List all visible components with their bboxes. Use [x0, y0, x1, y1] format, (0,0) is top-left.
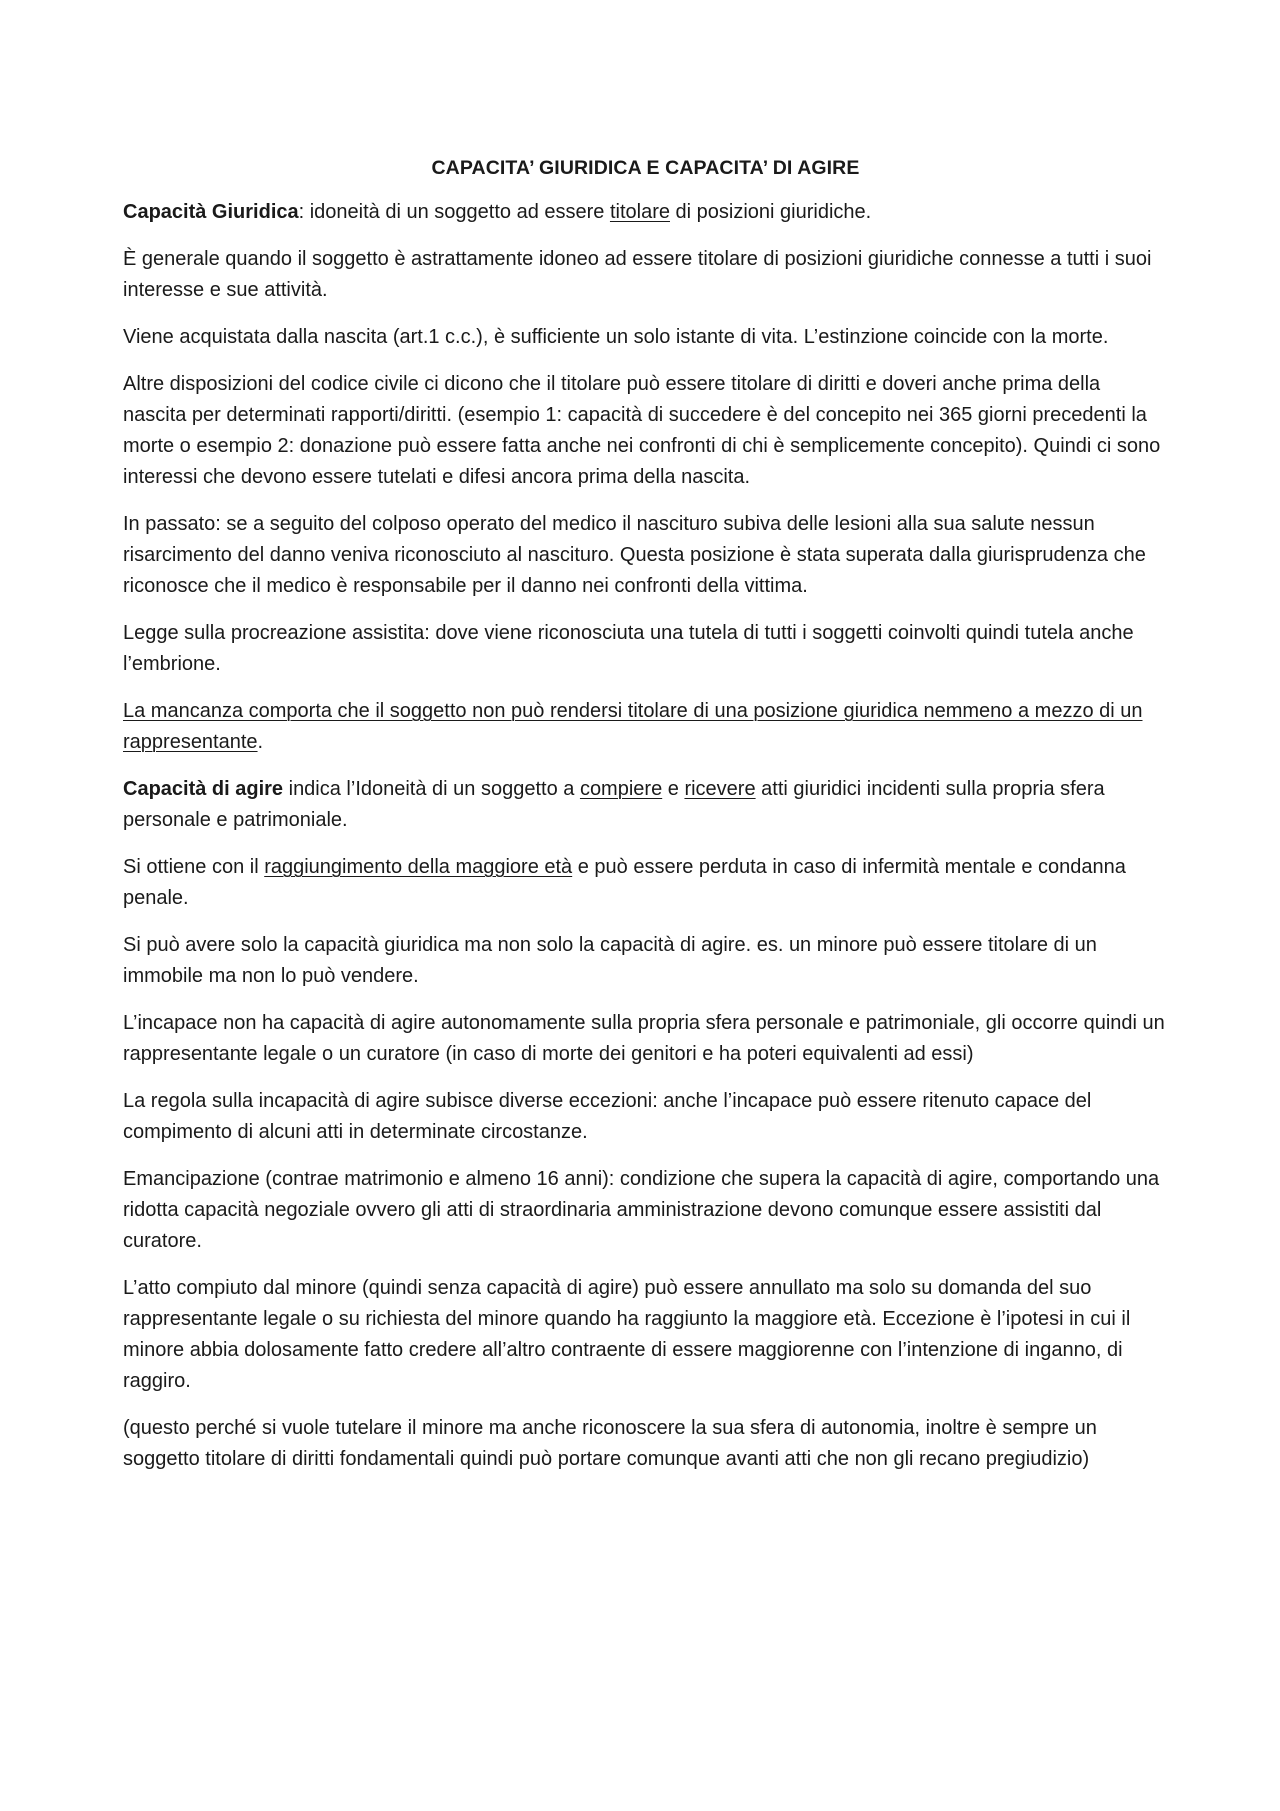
underlined-compiere: compiere — [579, 778, 663, 800]
paragraph-capacita-giuridica: Capacità Giuridica: idoneità di un soggetto ad essere titolare di posizioni giuridiche. — [123, 201, 872, 223]
underlined-mancanza: La mancanza comporta che il soggetto non può rendersi titolare di una posizione giuridica nemmeno a mezzo di un rappresentante — [123, 700, 1143, 753]
term-capacita-giuridica: Capacità Giuridica — [123, 201, 299, 223]
paragraph-emancipazione: Emancipazione (contrae matrimonio e almeno 16 anni): condizione che supera la capacità di agire, comportando una ridotta capacità negoziale ovvero gli atti di straordinaria amministrazione devono comunque essere assistiti dal curatore. — [123, 1168, 1160, 1252]
paragraph-acquisto: Viene acquistata dalla nascita (art.1 c.c.), è sufficiente un solo istante di vita. L’estinzione coincide con la morte. — [123, 326, 1109, 348]
paragraph-atto-minore: L’atto compiuto dal minore (quindi senza capacità di agire) può essere annullato ma solo su domanda del suo rappresentante legale o su richiesta del minore quando ha raggiunto la maggiore età. Eccezione è l’ipotesi in cui il minore abbia dolosamente fatto credere all’altro contraente di essere maggiorenne con l’intenzione di inganno, di raggiro. — [123, 1277, 1131, 1392]
document-title: CAPACITA’ GIURIDICA E CAPACITA’ DI AGIRE — [431, 157, 860, 179]
underlined-maggiore-eta: raggiungimento della maggiore età — [264, 856, 573, 878]
paragraph-maggiore-eta: Si ottiene con il raggiungimento della maggiore età e può essere perduta in caso di infermità mentale e condanna penale. — [123, 856, 1126, 909]
paragraph-mancanza: La mancanza comporta che il soggetto non può rendersi titolare di una posizione giuridica nemmeno a mezzo di un rappresentante. — [123, 700, 1143, 753]
paragraph-procreazione: Legge sulla procreazione assistita: dove viene riconosciuta una tutela di tutti i soggetti coinvolti quindi tutela anche l’embrione. — [123, 622, 1134, 675]
paragraph-altre-disposizioni: Altre disposizioni del codice civile ci dicono che il titolare può essere titolare di diritti e doveri anche prima della nascita per determinati rapporti/diritti. (esempio 1: capacità di succedere è del concepito nei 365 giorni precedenti la morte o esempio 2: donazione può essere fatta anche nei confronti di chi è semplicemente concepito). Quindi ci sono interessi che devono essere tutelati e difesi ancora prima della nascita. — [123, 373, 1161, 488]
paragraph-solo-giuridica: Si può avere solo la capacità giuridica ma non solo la capacità di agire. es. un minore può essere titolare di un immobile ma non lo può vendere. — [123, 934, 1097, 987]
paragraph-in-passato: In passato: se a seguito del colposo operato del medico il nascituro subiva delle lesioni alla sua salute nessun risarcimento del danno veniva riconosciuto al nascituro. Questa posizione è stata superata dalla giurisprudenza che riconosce che il medico è responsabile per il danno nei confronti della vittima. — [123, 513, 1146, 597]
paragraph-generale: È generale quando il soggetto è astrattamente idoneo ad essere titolare di posizioni giuridiche connesse a tutti i suoi interesse e sue attività. — [123, 248, 1152, 301]
paragraph-capacita-agire: Capacità di agire indica l’Idoneità di un soggetto a compiere e ricevere atti giuridici incidenti sulla propria sfera personale e patrimoniale. — [123, 778, 1105, 831]
underlined-titolare: titolare — [609, 201, 670, 223]
paragraph-incapace: L’incapace non ha capacità di agire autonomamente sulla propria sfera personale e patrimoniale, gli occorre quindi un rappresentante legale o un curatore (in caso di morte dei genitori e ha poteri equivalenti ad essi) — [123, 1012, 1165, 1065]
paragraph-regola: La regola sulla incapacità di agire subisce diverse eccezioni: anche l’incapace può essere ritenuto capace del compimento di alcuni atti in determinate circostanze. — [123, 1090, 1092, 1143]
document-page — [123, 153, 1168, 1491]
paragraph-tutela-minore: (questo perché si vuole tutelare il minore ma anche riconoscere la sua sfera di autonomia, inoltre è sempre un soggetto titolare di diritti fondamentali quindi può portare comunque avanti atti che non gli recano pregiudizio) — [123, 1417, 1097, 1470]
term-capacita-agire: Capacità di agire — [123, 778, 284, 800]
underlined-ricevere: ricevere — [684, 778, 756, 800]
